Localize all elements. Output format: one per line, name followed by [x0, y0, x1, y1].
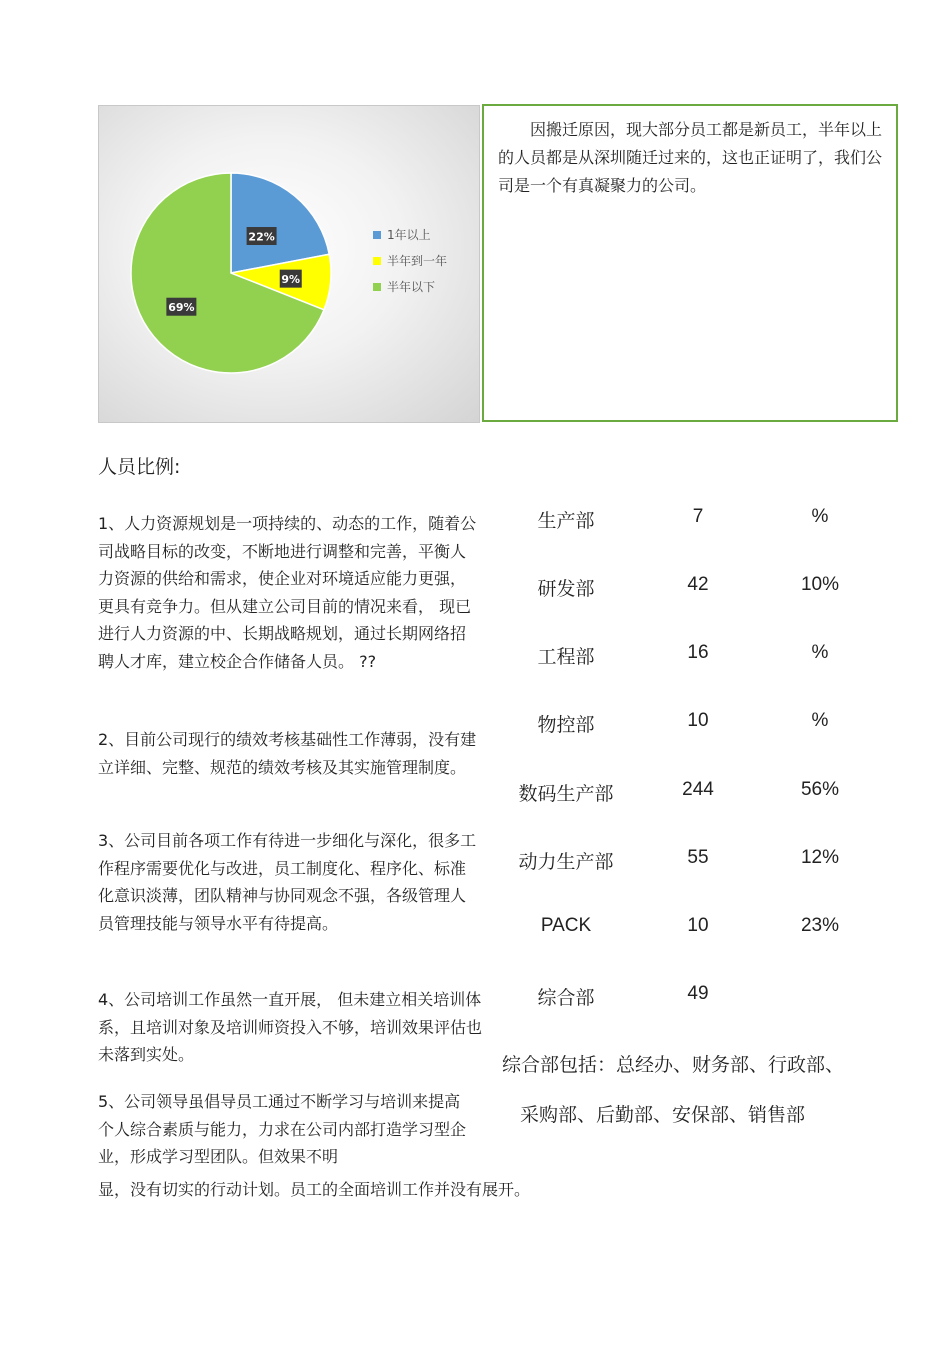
legend-item-under-half-yr — [373, 279, 435, 294]
paragraph-4: 4、公司培训工作虽然一直开展， 但未建立相关培训体系，且培训对象及培训师资投入不够，培训效果评估也未落到实处。 — [98, 990, 483, 1064]
pie-chart — [98, 105, 480, 423]
svg-text:9%: 9% — [281, 273, 301, 287]
dept-pct: 12% — [800, 847, 840, 868]
pie-chart-svg — [99, 106, 481, 424]
dept-name: 动力生产部 — [518, 851, 614, 873]
legend-item-half-to-1yr — [373, 253, 447, 268]
dept-name: 工程部 — [537, 646, 595, 668]
section-title: 人员比例: — [98, 456, 181, 478]
dept-pct: % — [811, 506, 829, 527]
svg-text:69%: 69% — [168, 301, 195, 315]
legend-label: 半年到一年 — [387, 254, 448, 268]
paragraph-5-tail: 显，没有切实的行动计划。员工的全面培训工作并没有展开。 — [98, 1180, 531, 1199]
paragraph-3: 3、公司目前各项工作有待进一步细化与深化，很多工作程序需要优化与改进，员工制度化、程序化、标准化意识淡薄，团队精神与协同观念不强，各级管理人员管理技能与领导水平有待提高。 — [98, 831, 477, 933]
dept-count: 49 — [687, 983, 709, 1004]
dept-name: 生产部 — [537, 510, 595, 532]
svg-text:22%: 22% — [248, 230, 275, 244]
paragraph-1: 1、人力资源规划是一项持续的、动态的工作，随着公司战略目标的改变，不断地进行调整和完善，平衡人力资源的供给和需求，使企业对环境适应能力更强，更具有竞争力。但从建立公司目前的情况来看， 现已进行人力资源的中、长期战略规划，通过长期网络招聘人才库，建立校企合作储备人员。 ?? — [98, 514, 477, 671]
dept-count: 10 — [687, 915, 709, 936]
footnote-line-2: 采购部、后勤部、安保部、销售部 — [520, 1104, 806, 1126]
pie-data-label-under-half-yr — [166, 298, 196, 316]
paragraph-5: 5、公司领导虽倡导员工通过不断学习与培训来提高个人综合素质与能力，力求在公司内部打造学习型企业，形成学习型团队。但效果不明 — [98, 1092, 467, 1166]
note-box — [482, 104, 898, 422]
dept-count: 244 — [682, 779, 714, 800]
dept-name: 物控部 — [537, 714, 595, 736]
note-text: 因搬迁原因，现大部分员工都是新员工，半年以上的人员都是从深圳随迁过来的，这也正证明了，我们公司是一个有真凝聚力的公司。 — [498, 120, 883, 195]
dept-name: PACK — [540, 915, 592, 936]
legend-label: 1年以上 — [387, 228, 431, 242]
legend-item-1yr-plus — [373, 227, 431, 242]
dept-count: 42 — [687, 574, 709, 595]
dept-name: 研发部 — [537, 578, 595, 600]
footnote-line-1: 综合部包括：总经办、财务部、行政部、 — [502, 1054, 845, 1076]
paragraph-2: 2、目前公司现行的绩效考核基础性工作薄弱，没有建立详细、完整、规范的绩效考核及其实施管理制度。 — [98, 730, 477, 777]
dept-pct: % — [811, 642, 829, 663]
dept-count: 55 — [687, 847, 709, 868]
legend-swatch — [373, 283, 381, 291]
legend-swatch — [373, 257, 381, 265]
pie-data-label-half-to-1yr — [280, 270, 302, 288]
dept-count: 10 — [687, 710, 709, 731]
dept-pct: 56% — [800, 779, 840, 800]
dept-name: 数码生产部 — [518, 783, 614, 805]
dept-pct: % — [811, 710, 829, 731]
dept-count: 7 — [692, 506, 704, 527]
legend-label: 半年以下 — [387, 280, 436, 294]
legend-swatch — [373, 231, 381, 239]
dept-pct: 23% — [800, 915, 840, 936]
dept-pct: 10% — [800, 574, 840, 595]
dept-name: 综合部 — [537, 987, 595, 1009]
dept-count: 16 — [687, 642, 709, 663]
pie-data-label-1yr-plus — [247, 227, 277, 245]
